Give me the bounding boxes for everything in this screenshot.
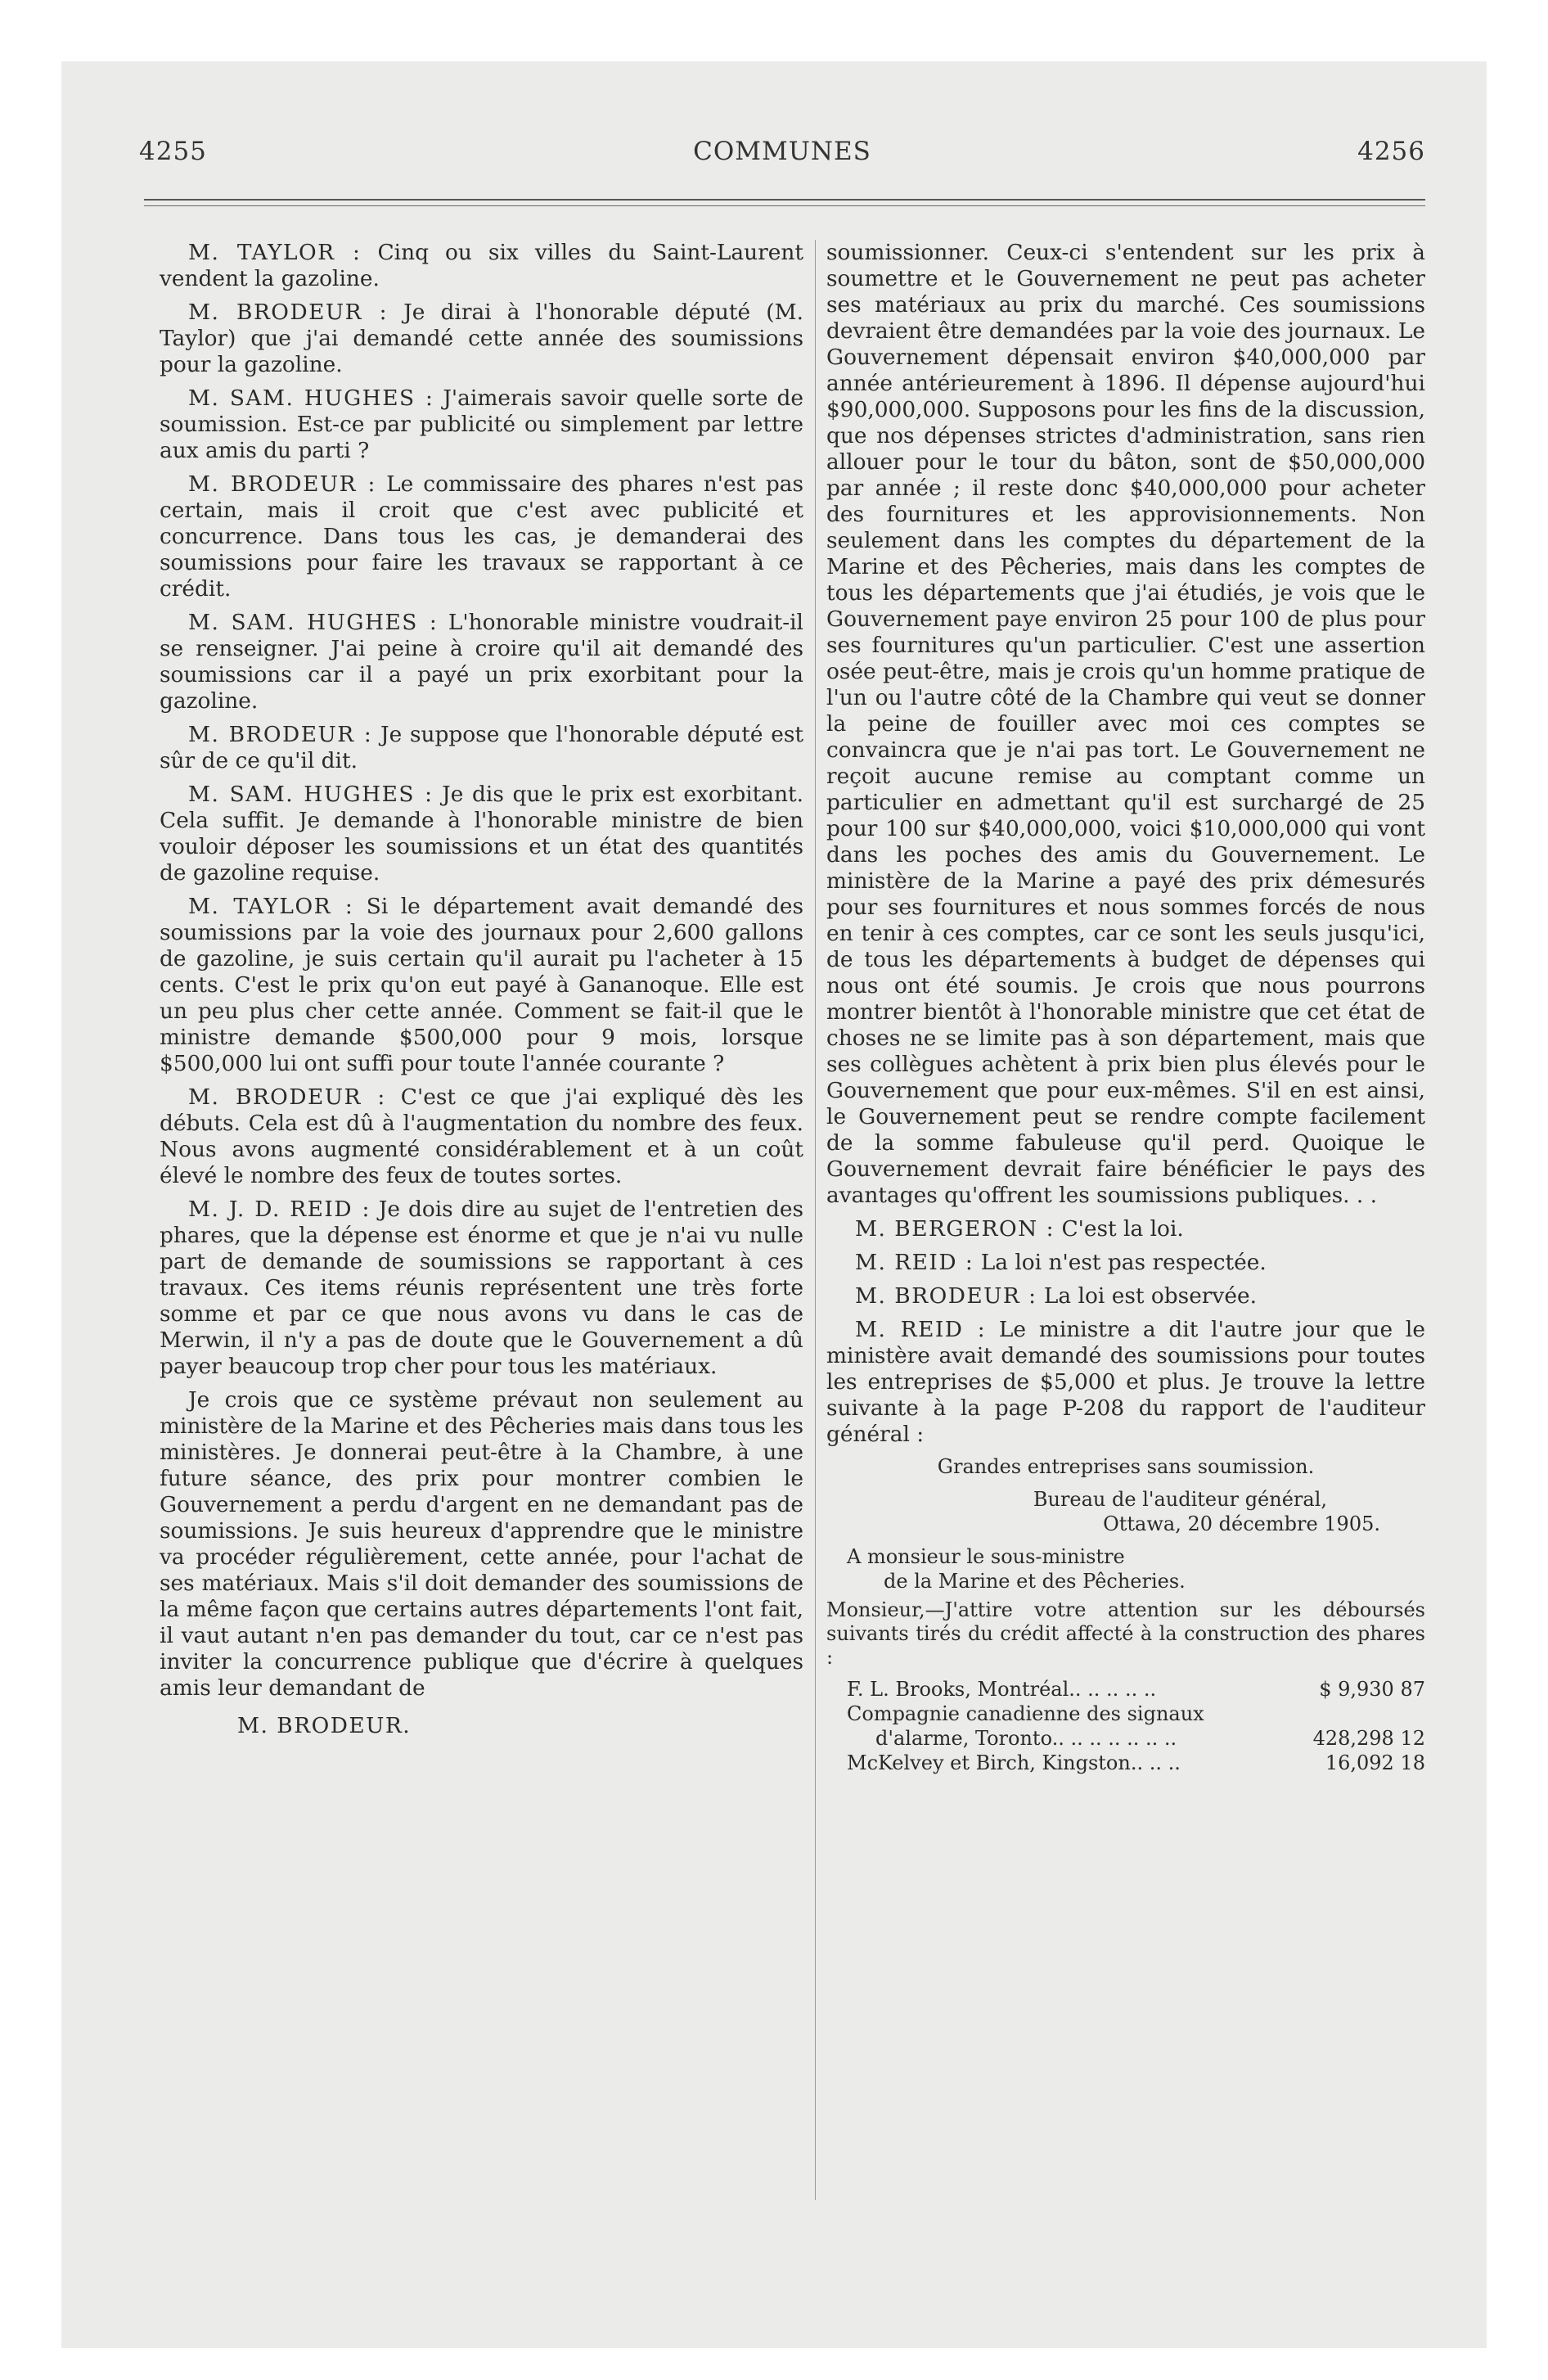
paragraph: M. BRODEUR : Je dirai à l'honorable député (M. Taylor) que j'ai demandé cette année des soumissions pour la gazoline. [160, 300, 803, 377]
report-recipient-dept: de la Marine et des Pêcheries. [884, 1570, 1186, 1593]
report-from-line: Bureau de l'auditeur général, [1033, 1488, 1327, 1511]
paragraph: M. REID : La loi n'est pas respectée. [855, 1250, 1267, 1275]
column-divider [815, 240, 816, 2200]
page [61, 61, 1487, 2348]
expense-item: McKelvey et Birch, Kingston.. .. .. 16,092 18 [847, 1751, 1425, 1774]
header-rule-thin [144, 205, 1425, 206]
report-heading: Grandes entreprises sans soumission. [937, 1455, 1315, 1478]
expense-item: F. L. Brooks, Montréal.. .. .. .. .. $ 9,930 87 [847, 1678, 1425, 1701]
paragraph: M. BRODEUR : Je suppose que l'honorable député est sûr de ce qu'il dit. [160, 722, 804, 773]
paragraph: M. SAM. HUGHES : L'honorable ministre voudrait-il se renseigner. J'ai peine à croire qu'il ait demandé des soumissions car il a payé un prix exorbitant pour la gazoline. [160, 610, 804, 714]
paragraph: M. J. D. REID : Je dois dire au sujet de l'entretien des phares, que la dépense est énorme et que je n'ai vu nulle part de demande de soumissions se rapportant à ces travaux. Ces items réunis représentent une très forte somme et par ce que nous avons vu dans le cas de Merwin, il n'y a pas de doute que le Gouvernement a dû payer beaucoup trop cher pour tous les matériaux. [160, 1197, 804, 1379]
expense-item: d'alarme, Toronto.. .. .. .. .. .. .. 428,298 12 [875, 1727, 1425, 1750]
expense-item: Compagnie canadienne des signaux [847, 1702, 1204, 1725]
paragraph: Je crois que ce système prévaut non seulement au ministère de la Marine et des Pêcheries mais dans tous les ministères. Je donnerai peut-être à la Chambre, à une future séance, des prix pour montrer combien le Gouvernement a perdu d'argent en ne demandant pas de soumissions. Je suis heureux d'apprendre que le ministre va procéder régulièrement, cette année, pour l'achat de ses matériaux. Mais s'il doit demander des soumissions de la même façon que certains autres départements l'ont fait, il vaut autant n'en pas demander du tout, car ce n'est pas inviter la concurrence publique que d'écrire à quelques amis leur demandant de [160, 1387, 803, 1701]
paragraph: M. BRODEUR : La loi est observée. [855, 1283, 1257, 1309]
page-number-left: 4255 [139, 137, 207, 166]
header-rule [144, 199, 1425, 201]
paragraph: M. TAYLOR : Si le département avait demandé des soumissions par la voie des journaux pour 2,600 gallons de gazoline, je suis certain qu'il aurait pu l'acheter à 15 cents. C'est le prix qu'on eut payé à Gananoque. Elle est un peu plus cher cette année. Comment se fait-il que le ministre demande $500,000 pour 9 mois, lorsque $500,000 lui ont suffi pour toute l'année courante ? [160, 894, 804, 1076]
paragraph: M. BRODEUR : Le commissaire des phares n'est pas certain, mais il croit que c'est avec publicité et concurrence. Dans tous les cas, je demanderai des soumissions pour faire les travaux se rapportant à ce crédit. [160, 471, 804, 602]
paragraph-continuation: soumissionner. Ceux-ci s'entendent sur les prix à soumettre et le Gouvernement ne peut pas acheter ses matériaux au prix du marché. Ces soumissions devraient être demandées par la voie des journaux. Le Gouvernement dépensait environ $40,000,000 par année antérieurement à 1896. Il dépense aujourd'hui $90,000,000. Supposons pour les fins de la discussion, que nos dépenses strictes d'administration, sans rien allouer pour le tour du bâton, sont de $50,000,000 par année ; il reste donc $40,000,000 pour acheter des fournitures et les approvisionnements. Non seulement dans les comptes du département de la Marine et des Pêcheries, mais dans les comptes de tous les départements que j'ai étudiés, je vois que le Gouvernement paye environ 25 pour 100 de plus pour ses fournitures qu'un particulier. C'est une assertion osée peut-être, mais je crois qu'un homme pratique de l'un ou l'autre côté de la Chambre qui veut se donner la peine de fouiller avec moi ces comptes se convaincra que je n'ai pas tort. Le Gouvernement ne reçoit aucune remise au comptant comme un particulier en admettant qu'il est surchargé de 25 pour 100 sur $40,000,000, voici $10,000,000 qui vont dans les poches des amis du Gouvernement. Le ministère de la Marine a payé des prix démesurés pour ses fournitures et nous sommes forcés de nous en tenir à ces comptes, car ce sont les seuls jusqu'ici, de tous les départements à budget de dépenses qui nous ont été soumis. Je crois que nous pourrons montrer bientôt à l'honorable ministre que cet état de choses ne se limite pas à son département, mais que ses collègues achètent à prix bien plus élevés pour le Gouvernement que pour eux-mêmes. S'il en est ainsi, le Gouvernement peut se rendre compte facilement de la somme fabuleuse qu'il perd. Quoique le Gouvernement devrait faire bénéficier le pays des avantages qu'offrent les soumissions publiques. . . [826, 240, 1426, 1208]
header-title: COMMUNES [693, 137, 871, 166]
report-date-line: Ottawa, 20 décembre 1905. [1103, 1512, 1380, 1535]
right-column [826, 240, 1425, 1775]
paragraph: M. REID : Le ministre a dit l'autre jour que le ministère avait demandé des soumissions pour toutes les entreprises de $5,000 et plus. Je trouve la lettre suivante à la page P-208 du rapport de l'auditeur général : [826, 1317, 1425, 1447]
paragraph: M. TAYLOR : Cinq ou six villes du Saint-Laurent vendent la gazoline. [160, 240, 804, 291]
report-body: Monsieur,—J'attire votre attention sur les déboursés suivants tirés du crédit affecté à la construction des phares : [826, 1598, 1425, 1669]
report-recipient: A monsieur le sous-ministre [847, 1545, 1125, 1568]
left-column [160, 240, 803, 1747]
paragraph: M. SAM. HUGHES : Je dis que le prix est exorbitant. Cela suffit. Je demande à l'honorable ministre de bien vouloir déposer les soumissions et un état des quantités de gazoline requise. [160, 782, 803, 886]
paragraph: M. BERGERON : C'est la loi. [855, 1216, 1184, 1242]
paragraph: M. SAM. HUGHES : J'aimerais savoir quelle sorte de soumission. Est-ce par publicité ou simplement par lettre aux amis du parti ? [160, 385, 803, 463]
paragraph: M. BRODEUR : C'est ce que j'ai expliqué dès les débuts. Cela est dû à l'augmentation du nombre des feux. Nous avons augmenté considérablement et à un coût élevé le nombre des feux de toutes sortes. [160, 1084, 804, 1188]
continuation-footer: M. BRODEUR. [237, 1713, 412, 1738]
page-number-right: 4256 [1357, 137, 1425, 166]
